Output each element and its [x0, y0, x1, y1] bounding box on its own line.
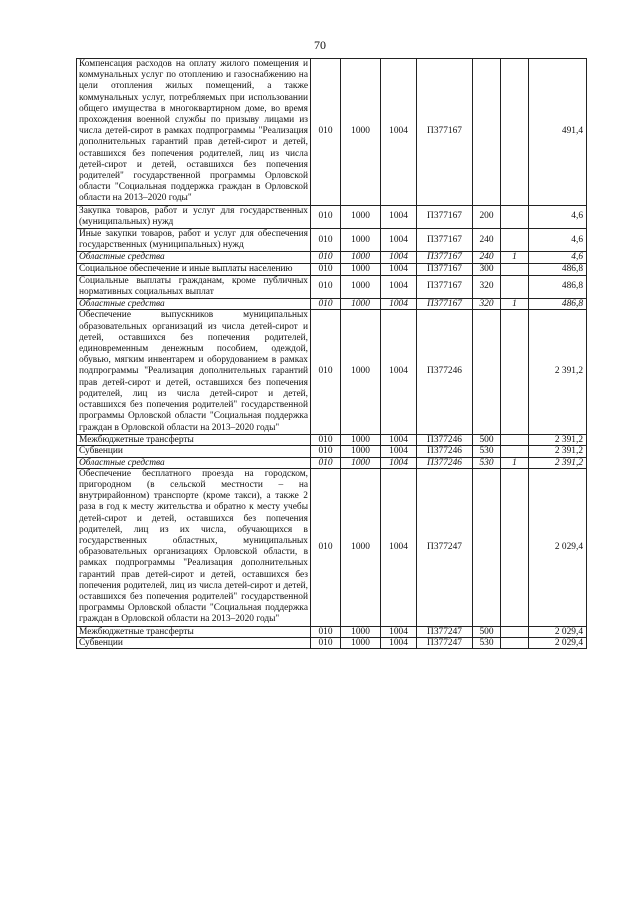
- cell-subsection: 1004: [381, 637, 417, 648]
- cell-funding-source: [501, 626, 529, 637]
- cell-section: 1000: [341, 457, 381, 468]
- table-row: [77, 457, 587, 468]
- cell-expense-type: 240: [473, 252, 501, 263]
- cell-amount: 486,8: [529, 275, 587, 298]
- cell-funding-source: 1: [501, 457, 529, 468]
- cell-section: 1000: [341, 275, 381, 298]
- cell-funding-source: [501, 310, 529, 434]
- cell-subsection: 1004: [381, 446, 417, 457]
- cell-name: Закупка товаров, работ и услуг для государственных (муниципальных) нужд: [77, 205, 311, 228]
- cell-name: Межбюджетные трансферты: [77, 434, 311, 445]
- cell-amount: 2 391,2: [529, 310, 587, 434]
- table-body: [77, 59, 587, 649]
- cell-subsection: 1004: [381, 468, 417, 626]
- cell-ministry-code: 010: [311, 457, 341, 468]
- cell-funding-source: [501, 229, 529, 252]
- cell-section: 1000: [341, 434, 381, 445]
- cell-section: 1000: [341, 637, 381, 648]
- cell-subsection: 1004: [381, 229, 417, 252]
- cell-amount: 4,6: [529, 205, 587, 228]
- cell-section: 1000: [341, 446, 381, 457]
- cell-target-article: П377167: [417, 299, 473, 310]
- cell-section: 1000: [341, 626, 381, 637]
- cell-funding-source: [501, 263, 529, 275]
- cell-target-article: П377167: [417, 275, 473, 298]
- cell-funding-source: [501, 637, 529, 648]
- cell-name: Субвенции: [77, 446, 311, 457]
- cell-name: Обеспечение выпускников муниципальных образовательных организаций из числа детей-сирот и детей, оставшихся без попечения родителей, единовременным денежным пособием, одеждой, обувью, мягким инвентарем и оборудованием в рамках подпрограммы "Реализация дополнительных гарантий прав детей-сирот и детей, оставшихся без попечения родителей, лиц из числа детей-сирот и детей, оставшихся без попечения родителей" государственной программы Орловской области "Социальная поддержка граждан в Орловской области на 2013–2020 годы": [77, 310, 311, 434]
- cell-name: Социальное обеспечение и иные выплаты населению: [77, 263, 311, 275]
- cell-expense-type: [473, 468, 501, 626]
- cell-target-article: П377247: [417, 626, 473, 637]
- cell-name: Областные средства: [77, 252, 311, 263]
- cell-expense-type: [473, 59, 501, 206]
- table-row: [77, 299, 587, 310]
- table-row: [77, 229, 587, 252]
- cell-section: 1000: [341, 205, 381, 228]
- table-row: [77, 205, 587, 228]
- cell-funding-source: [501, 205, 529, 228]
- cell-amount: 2 029,4: [529, 626, 587, 637]
- cell-amount: 486,8: [529, 299, 587, 310]
- cell-funding-source: [501, 468, 529, 626]
- cell-ministry-code: 010: [311, 434, 341, 445]
- cell-amount: 4,6: [529, 252, 587, 263]
- cell-ministry-code: 010: [311, 626, 341, 637]
- cell-name: Межбюджетные трансферты: [77, 626, 311, 637]
- cell-expense-type: 500: [473, 434, 501, 445]
- cell-name: Областные средства: [77, 457, 311, 468]
- budget-table: [76, 58, 587, 649]
- cell-expense-type: 300: [473, 263, 501, 275]
- cell-ministry-code: 010: [311, 205, 341, 228]
- cell-target-article: П377246: [417, 446, 473, 457]
- cell-expense-type: 530: [473, 637, 501, 648]
- table-row: [77, 434, 587, 445]
- table-row: [77, 263, 587, 275]
- cell-subsection: 1004: [381, 205, 417, 228]
- cell-ministry-code: 010: [311, 299, 341, 310]
- cell-ministry-code: 010: [311, 275, 341, 298]
- page-number: 70: [314, 38, 326, 52]
- cell-amount: 2 391,2: [529, 434, 587, 445]
- cell-name: Областные средства: [77, 299, 311, 310]
- cell-subsection: 1004: [381, 275, 417, 298]
- cell-funding-source: [501, 275, 529, 298]
- cell-target-article: П377167: [417, 252, 473, 263]
- cell-ministry-code: 010: [311, 263, 341, 275]
- cell-subsection: 1004: [381, 310, 417, 434]
- cell-section: 1000: [341, 310, 381, 434]
- cell-funding-source: [501, 434, 529, 445]
- table-row: [77, 252, 587, 263]
- table-row: [77, 275, 587, 298]
- cell-funding-source: 1: [501, 299, 529, 310]
- cell-expense-type: 320: [473, 275, 501, 298]
- cell-expense-type: 530: [473, 457, 501, 468]
- cell-target-article: П377246: [417, 457, 473, 468]
- cell-name: Субвенции: [77, 637, 311, 648]
- cell-section: 1000: [341, 468, 381, 626]
- table-row: [77, 59, 587, 206]
- cell-subsection: 1004: [381, 434, 417, 445]
- cell-amount: 2 029,4: [529, 637, 587, 648]
- cell-section: 1000: [341, 299, 381, 310]
- table-row: [77, 626, 587, 637]
- cell-amount: 4,6: [529, 229, 587, 252]
- cell-funding-source: 1: [501, 252, 529, 263]
- cell-section: 1000: [341, 229, 381, 252]
- cell-target-article: П377247: [417, 637, 473, 648]
- cell-ministry-code: 010: [311, 637, 341, 648]
- cell-name: Обеспечение бесплатного проезда на городском, пригородном (в сельской местности – на внутрирайонном) транспорте (кроме такси), а также 2 раза в год к месту жительства и обратно к месту учебы детей-сирот и детей, оставшихся без попечения родителей, лиц из их числа, обучающихся в государственных областных, муниципальных образовательных организациях Орловской области, в рамках подпрограммы "Реализация дополнительных гарантий прав детей-сирот и детей, оставшихся без попечения родителей, лиц из числа детей-сирот и детей, оставшихся без попечения родителей" государственной программы Орловской области "Социальная поддержка граждан в Орловской области на 2013–2020 годы": [77, 468, 311, 626]
- cell-ministry-code: 010: [311, 252, 341, 263]
- cell-target-article: П377167: [417, 263, 473, 275]
- table-row: [77, 446, 587, 457]
- cell-funding-source: [501, 446, 529, 457]
- cell-ministry-code: 010: [311, 446, 341, 457]
- cell-ministry-code: 010: [311, 229, 341, 252]
- cell-expense-type: 240: [473, 229, 501, 252]
- cell-amount: 486,8: [529, 263, 587, 275]
- cell-funding-source: [501, 59, 529, 206]
- cell-amount: 491,4: [529, 59, 587, 206]
- cell-section: 1000: [341, 59, 381, 206]
- table-row: [77, 468, 587, 626]
- cell-subsection: 1004: [381, 252, 417, 263]
- cell-expense-type: 530: [473, 446, 501, 457]
- cell-expense-type: 200: [473, 205, 501, 228]
- cell-name: Компенсация расходов на оплату жилого помещения и коммунальных услуг по отоплению и газоснабжению на цели отопления жилых помещений, а также коммунальных услуг, потребляемых при использовании общего имущества в многоквартирном доме, во время прохождения военной службы по призыву лицами из числа детей-сирот в рамках подпрограммы "Реализация дополнительных гарантий прав детей-сирот и детей, оставшихся без попечения родителей, лиц из числа детей-сирот и детей, оставшихся без попечения родителей" государственной программы Орловской области "Социальная поддержка граждан в Орловской области на 2013–2020 годы": [77, 59, 311, 206]
- cell-subsection: 1004: [381, 299, 417, 310]
- cell-subsection: 1004: [381, 59, 417, 206]
- cell-subsection: 1004: [381, 263, 417, 275]
- cell-target-article: П377247: [417, 468, 473, 626]
- cell-section: 1000: [341, 252, 381, 263]
- cell-subsection: 1004: [381, 626, 417, 637]
- cell-ministry-code: 010: [311, 468, 341, 626]
- cell-amount: 2 391,2: [529, 457, 587, 468]
- table-row: [77, 310, 587, 434]
- cell-ministry-code: 010: [311, 310, 341, 434]
- table-row: [77, 637, 587, 648]
- cell-ministry-code: 010: [311, 59, 341, 206]
- cell-target-article: П377246: [417, 310, 473, 434]
- cell-target-article: П377246: [417, 434, 473, 445]
- cell-name: Социальные выплаты гражданам, кроме публичных нормативных социальных выплат: [77, 275, 311, 298]
- cell-amount: 2 391,2: [529, 446, 587, 457]
- cell-expense-type: 500: [473, 626, 501, 637]
- cell-target-article: П377167: [417, 205, 473, 228]
- cell-amount: 2 029,4: [529, 468, 587, 626]
- cell-target-article: П377167: [417, 229, 473, 252]
- cell-section: 1000: [341, 263, 381, 275]
- cell-expense-type: 320: [473, 299, 501, 310]
- cell-target-article: П377167: [417, 59, 473, 206]
- cell-subsection: 1004: [381, 457, 417, 468]
- cell-expense-type: [473, 310, 501, 434]
- cell-name: Иные закупки товаров, работ и услуг для обеспечения государственных (муниципальных) нужд: [77, 229, 311, 252]
